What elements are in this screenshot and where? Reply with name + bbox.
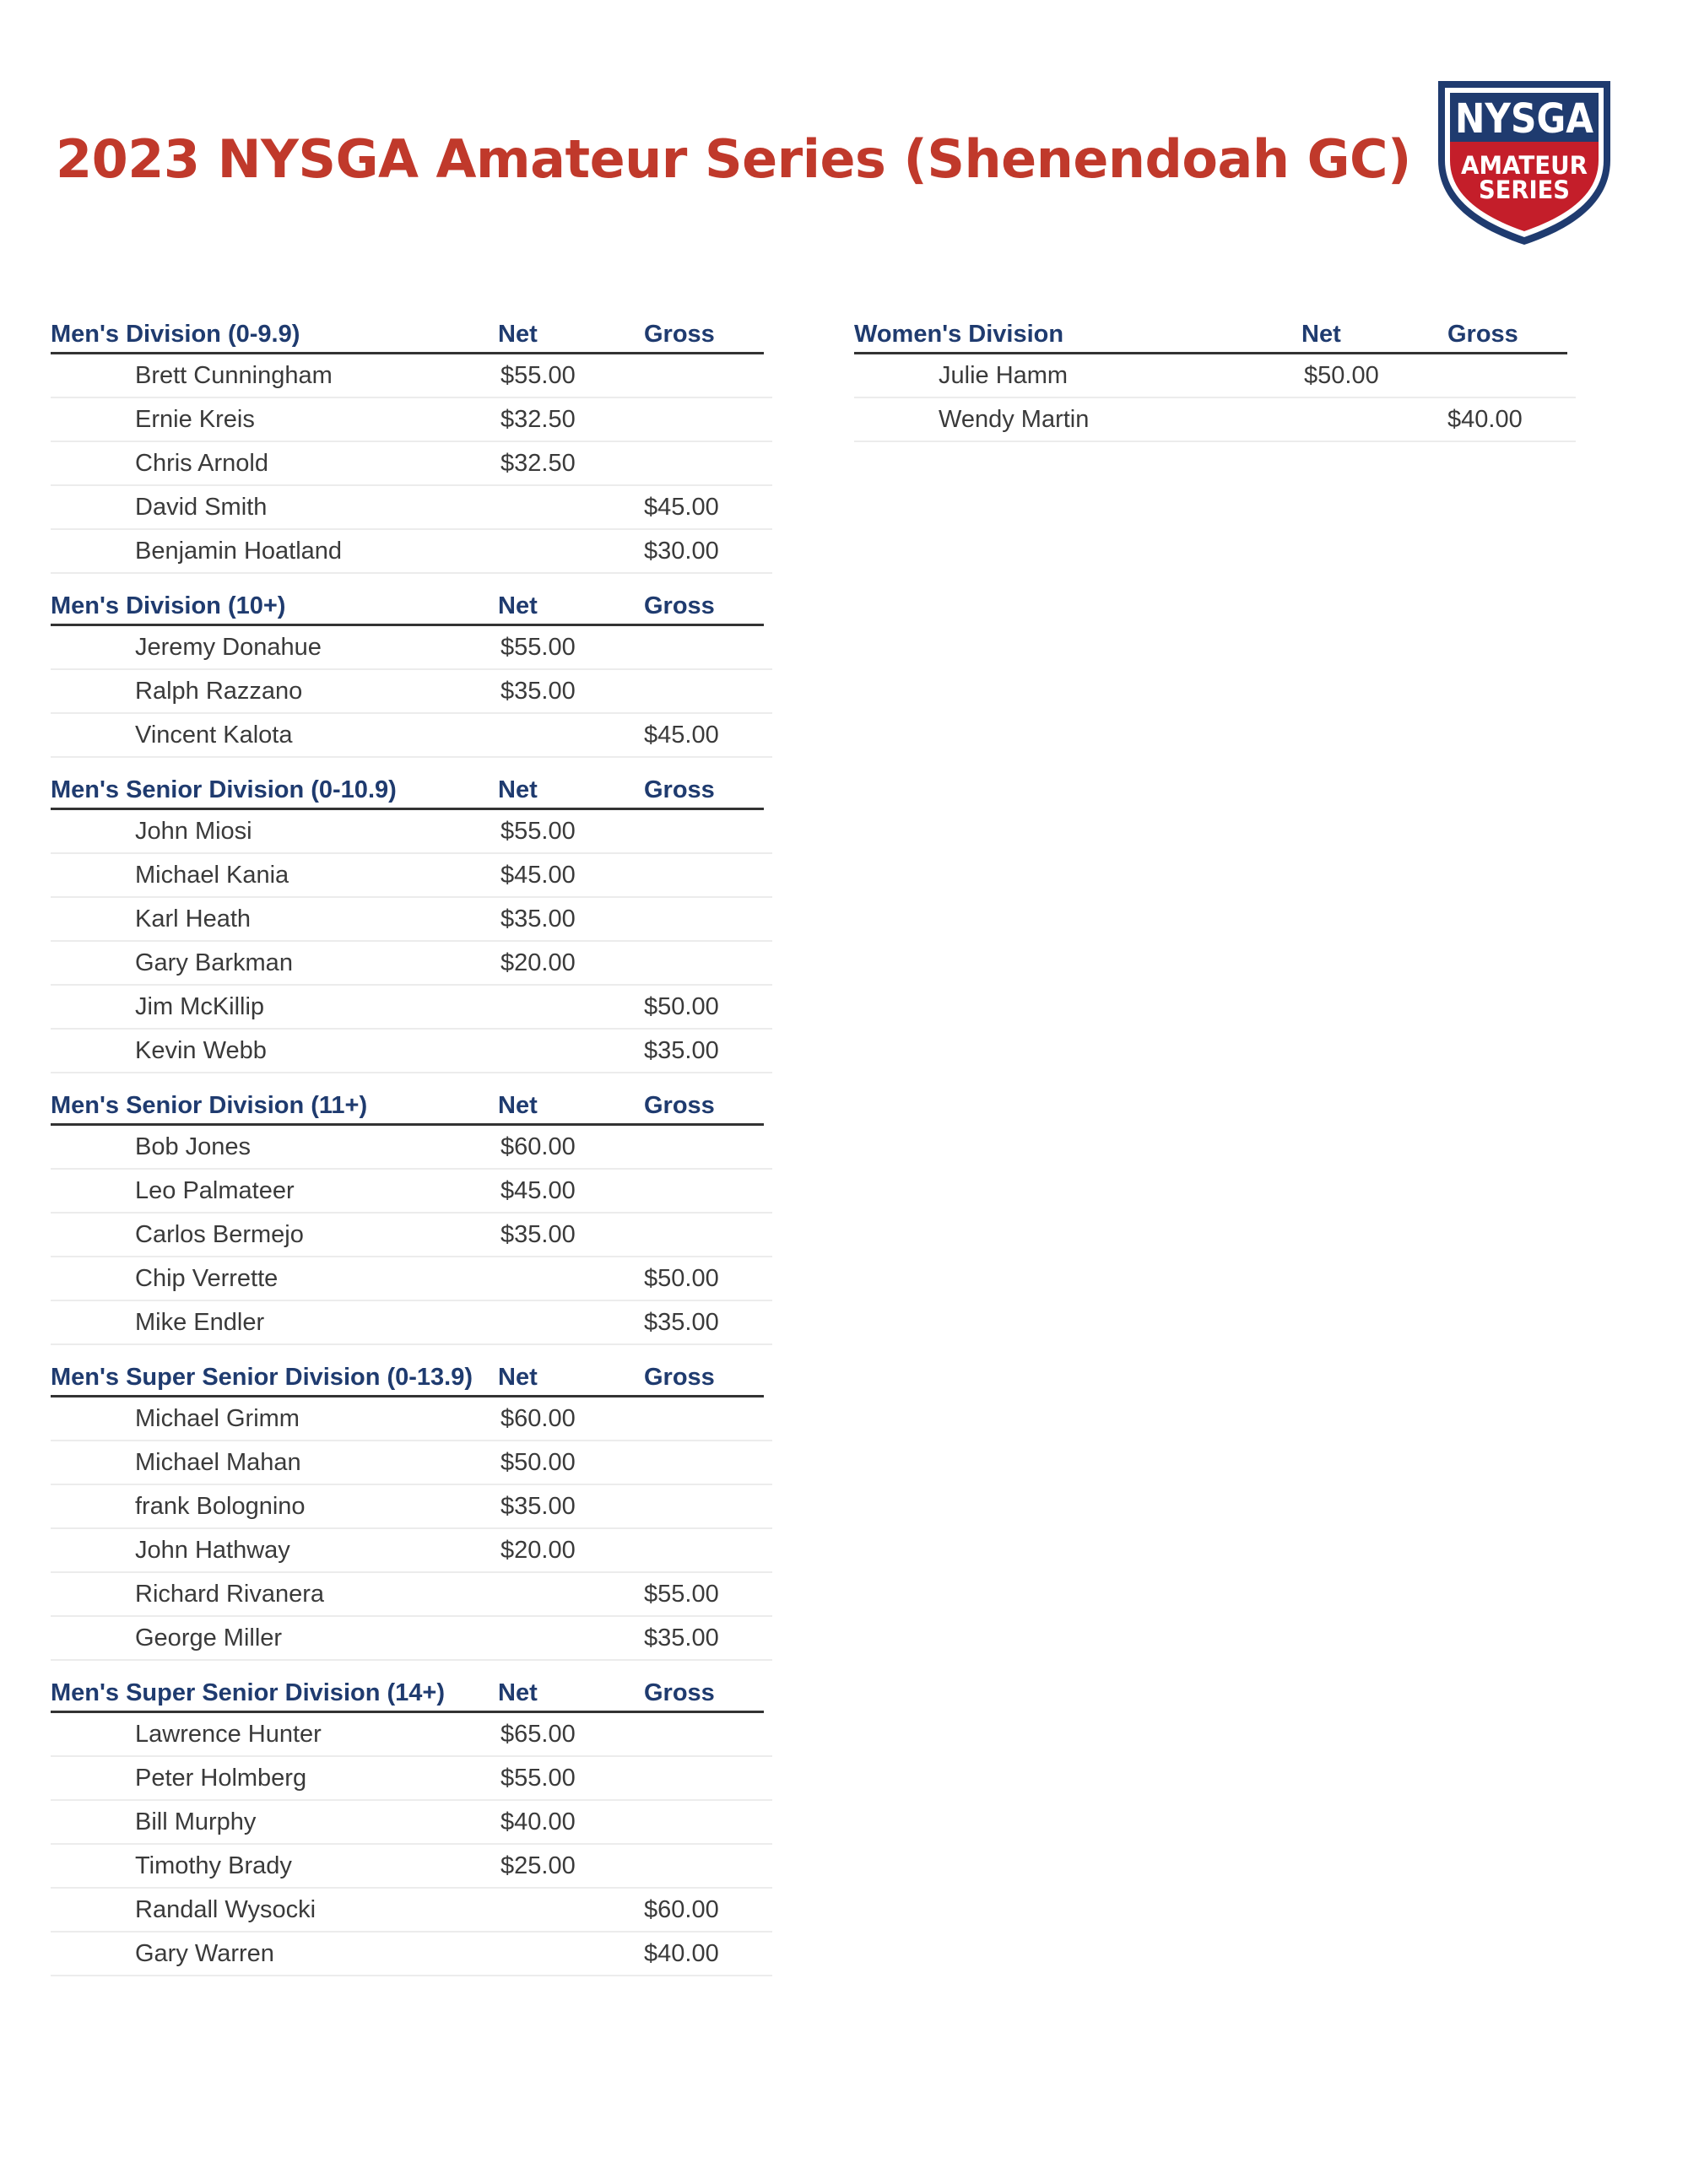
player-name: Brett Cunningham (135, 362, 333, 389)
net-column-header: Net (498, 1092, 538, 1119)
net-payout: $35.00 (500, 1221, 576, 1248)
gross-payout: $40.00 (644, 1940, 719, 1967)
player-name: Chris Arnold (135, 450, 268, 477)
table-row (51, 626, 772, 670)
player-name: Michael Kania (135, 862, 289, 889)
division-header (51, 1362, 764, 1397)
table-row (51, 1301, 772, 1345)
table-row (51, 810, 772, 854)
table-row (51, 942, 772, 986)
division-men-s-division-0-9-9 (51, 319, 772, 574)
player-name: John Miosi (135, 818, 252, 845)
table-row (51, 714, 772, 758)
division-title: Men's Division (10+) (51, 592, 286, 619)
division-header (51, 775, 764, 810)
table-row (51, 1933, 772, 1976)
net-payout: $45.00 (500, 862, 576, 889)
gross-payout: $50.00 (644, 993, 719, 1020)
net-payout: $40.00 (500, 1808, 576, 1835)
player-name: Wendy Martin (939, 406, 1090, 433)
net-payout: $50.00 (500, 1449, 576, 1476)
division-men-s-senior-division-11 (51, 1090, 772, 1345)
table-row (51, 854, 772, 898)
player-name: Karl Heath (135, 905, 252, 933)
gross-column-header: Gross (644, 592, 715, 619)
table-row (51, 1030, 772, 1073)
division-header (51, 591, 764, 626)
player-name: Michael Mahan (135, 1449, 301, 1476)
player-name: Benjamin Hoatland (135, 538, 343, 565)
net-payout: $50.00 (1304, 362, 1379, 389)
gross-column-header: Gross (644, 321, 715, 348)
division-title: Men's Super Senior Division (0-13.9) (51, 1364, 473, 1391)
gross-column-header: Gross (644, 776, 715, 803)
division-men-s-super-senior-division-0-13-9 (51, 1362, 772, 1661)
nysga-logo (1435, 78, 1614, 246)
table-row (854, 398, 1576, 442)
player-name: Vincent Kalota (135, 722, 293, 749)
player-name: Ernie Kreis (135, 406, 255, 433)
player-name: Peter Holmberg (135, 1765, 307, 1792)
table-row (51, 1214, 772, 1257)
division-men-s-super-senior-division-14 (51, 1678, 772, 1976)
division-men-s-division-10 (51, 591, 772, 758)
net-column-header: Net (498, 1679, 538, 1706)
player-name: Mike Endler (135, 1309, 265, 1336)
division-header (854, 319, 1567, 354)
table-row (51, 1889, 772, 1933)
division-title: Men's Division (0-9.9) (51, 321, 300, 348)
gross-payout: $40.00 (1447, 406, 1523, 433)
table-row (51, 1845, 772, 1889)
table-row (51, 354, 772, 398)
gross-payout: $50.00 (644, 1265, 719, 1292)
player-name: Gary Barkman (135, 949, 293, 976)
table-row (51, 1713, 772, 1757)
division-women-s-division (854, 319, 1588, 442)
player-name: Kevin Webb (135, 1037, 267, 1064)
table-row (51, 486, 772, 530)
page-title: 2023 NYSGA Amateur Series (Shenendoah GC) (56, 128, 1411, 190)
gross-payout: $55.00 (644, 1581, 719, 1608)
player-name: Gary Warren (135, 1940, 274, 1967)
net-column-header: Net (498, 592, 538, 619)
division-title: Men's Senior Division (11+) (51, 1092, 368, 1119)
table-row (51, 898, 772, 942)
net-column-header: Net (498, 776, 538, 803)
net-payout: $35.00 (500, 905, 576, 933)
table-row (51, 1170, 772, 1214)
net-payout: $35.00 (500, 678, 576, 705)
logo-top-text: NYSGA (1455, 95, 1593, 143)
left-column (51, 319, 772, 1993)
net-payout: $65.00 (500, 1721, 576, 1748)
player-name: frank Bolognino (135, 1493, 306, 1520)
division-header (51, 1678, 764, 1713)
net-payout: $55.00 (500, 634, 576, 661)
player-name: Richard Rivanera (135, 1581, 325, 1608)
table-row (51, 1257, 772, 1301)
gross-column-header: Gross (644, 1092, 715, 1119)
logo-line1-text: AMATEUR (1461, 151, 1588, 180)
player-name: Randall Wysocki (135, 1896, 316, 1923)
player-name: David Smith (135, 494, 268, 521)
table-row (51, 1801, 772, 1845)
table-row (51, 986, 772, 1030)
logo-line2-text: SERIES (1479, 176, 1570, 204)
gross-payout: $45.00 (644, 722, 719, 749)
gross-payout: $30.00 (644, 538, 719, 565)
net-column-header: Net (1301, 321, 1341, 348)
gross-column-header: Gross (1447, 321, 1518, 348)
net-column-header: Net (498, 321, 538, 348)
division-title: Men's Senior Division (0-10.9) (51, 776, 397, 803)
net-payout: $35.00 (500, 1493, 576, 1520)
table-row (51, 530, 772, 574)
player-name: Chip Verrette (135, 1265, 279, 1292)
net-payout: $55.00 (500, 818, 576, 845)
table-row (854, 354, 1576, 398)
player-name: Jeremy Donahue (135, 634, 322, 661)
net-payout: $55.00 (500, 1765, 576, 1792)
player-name: John Hathway (135, 1537, 290, 1564)
division-men-s-senior-division-0-10-9 (51, 775, 772, 1073)
gross-column-header: Gross (644, 1364, 715, 1391)
net-payout: $20.00 (500, 1537, 576, 1564)
net-payout: $25.00 (500, 1852, 576, 1879)
table-row (51, 1397, 772, 1441)
table-row (51, 670, 772, 714)
player-name: Carlos Bermejo (135, 1221, 304, 1248)
table-row (51, 1485, 772, 1529)
player-name: Bob Jones (135, 1133, 252, 1160)
player-name: Ralph Razzano (135, 678, 303, 705)
net-payout: $60.00 (500, 1133, 576, 1160)
player-name: Lawrence Hunter (135, 1721, 322, 1748)
division-header (51, 319, 764, 354)
player-name: Jim McKillip (135, 993, 265, 1020)
net-payout: $20.00 (500, 949, 576, 976)
gross-payout: $35.00 (644, 1037, 719, 1064)
table-row (51, 398, 772, 442)
table-row (51, 1617, 772, 1661)
table-row (51, 1126, 772, 1170)
right-column (854, 319, 1588, 459)
gross-column-header: Gross (644, 1679, 715, 1706)
gross-payout: $45.00 (644, 494, 719, 521)
table-row (51, 1573, 772, 1617)
gross-payout: $35.00 (644, 1309, 719, 1336)
gross-payout: $60.00 (644, 1896, 719, 1923)
net-payout: $55.00 (500, 362, 576, 389)
player-name: Julie Hamm (939, 362, 1069, 389)
player-name: Timothy Brady (135, 1852, 292, 1879)
table-row (51, 1529, 772, 1573)
player-name: Michael Grimm (135, 1405, 300, 1432)
gross-payout: $35.00 (644, 1624, 719, 1652)
table-row (51, 1757, 772, 1801)
net-payout: $45.00 (500, 1177, 576, 1204)
net-payout: $32.50 (500, 450, 576, 477)
table-row (51, 442, 772, 486)
table-row (51, 1441, 772, 1485)
player-name: George Miller (135, 1624, 283, 1652)
division-title: Men's Super Senior Division (14+) (51, 1679, 445, 1706)
net-column-header: Net (498, 1364, 538, 1391)
division-title: Women's Division (854, 321, 1064, 348)
net-payout: $32.50 (500, 406, 576, 433)
player-name: Leo Palmateer (135, 1177, 295, 1204)
player-name: Bill Murphy (135, 1808, 257, 1835)
division-header (51, 1090, 764, 1126)
net-payout: $60.00 (500, 1405, 576, 1432)
